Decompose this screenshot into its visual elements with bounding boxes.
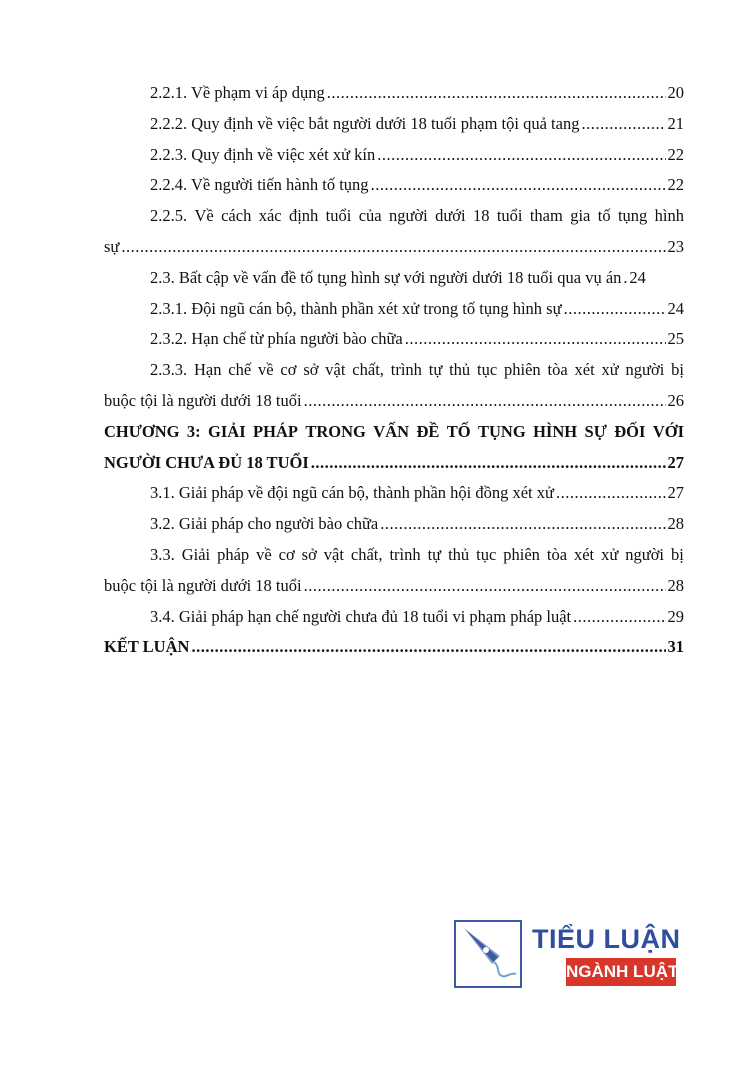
word: 3: <box>186 421 201 441</box>
word: chất, <box>350 544 383 564</box>
toc-leader <box>121 232 665 263</box>
word: sở <box>303 360 319 380</box>
word: chất, <box>352 360 384 380</box>
word: hình <box>654 206 684 226</box>
word: bị <box>670 544 684 564</box>
word: TRONG <box>305 421 366 441</box>
word: về <box>256 544 272 564</box>
toc-page-number: 22 <box>667 144 684 164</box>
toc-entry-label: 2.2.4. Về người tiến hành tố tụng <box>150 175 369 195</box>
toc-entry-continuation <box>104 232 684 263</box>
toc-entry-label: buộc tội là người dưới 18 tuổi <box>104 575 302 595</box>
word: gia <box>570 206 591 226</box>
toc-entry[interactable] <box>104 140 684 171</box>
toc-leader <box>573 602 665 633</box>
toc-entry[interactable] <box>104 540 684 602</box>
word: HÌNH <box>533 421 578 441</box>
toc-page-number: 27 <box>667 452 684 472</box>
toc-leader <box>304 386 666 417</box>
toc-entry-first-line <box>104 417 684 448</box>
word: tuổi <box>325 206 352 226</box>
word: tự <box>428 360 443 380</box>
word: người <box>625 544 665 564</box>
word: Giải <box>181 544 211 564</box>
toc-entry-continuation <box>104 571 684 602</box>
word: định <box>288 206 319 226</box>
word: VỚI <box>652 421 684 441</box>
word: trình <box>390 360 422 380</box>
toc-page-number: 24 <box>629 267 646 287</box>
toc-page-number: 23 <box>667 236 684 256</box>
toc-entry[interactable] <box>104 509 684 540</box>
toc-page-number: 21 <box>667 113 684 133</box>
word: tục <box>476 544 497 564</box>
word: phiên <box>504 360 541 380</box>
toc-leader <box>371 170 666 201</box>
toc-entry-first-line <box>104 540 684 571</box>
toc-entry-label: 2.3. Bất cập về vấn đề tố tụng hình sự với người dưới 18 tuổi qua vụ án <box>150 267 622 287</box>
toc-entry-label: 2.2.1. Về phạm vi áp dụng <box>150 83 325 102</box>
word: TỤNG <box>478 421 526 441</box>
word: tự <box>427 544 442 564</box>
toc-entry[interactable] <box>104 324 684 355</box>
word: tụng <box>617 206 648 226</box>
toc-leader <box>405 324 666 355</box>
toc-entry-label: KẾT LUẬN <box>104 637 190 657</box>
word: tham <box>529 206 563 226</box>
toc-leader <box>377 140 665 171</box>
word: vật <box>323 544 344 564</box>
word: Hạn <box>193 360 222 380</box>
tieu-luan-logo <box>454 918 680 990</box>
word: của <box>358 206 382 226</box>
toc-entry[interactable] <box>104 201 684 263</box>
toc-page-number: 24 <box>667 298 684 318</box>
toc-leader <box>191 632 665 663</box>
word: sở <box>301 544 317 564</box>
toc-page-number: 28 <box>667 575 684 595</box>
word: người <box>625 360 665 380</box>
word: 18 <box>472 206 490 226</box>
toc-leader <box>304 571 666 602</box>
toc-page-number: 26 <box>667 390 684 410</box>
toc-entry-label: 2.2.2. Quy định về việc bắt người dưới 18 tuổi phạm tội quả tang <box>150 113 580 133</box>
word: tố <box>597 206 611 226</box>
toc-entry[interactable] <box>104 478 684 509</box>
word: người <box>388 206 428 226</box>
toc-page-number: 29 <box>667 606 684 626</box>
word: tuổi <box>496 206 523 226</box>
word: xét <box>573 544 595 564</box>
pen-nib-icon <box>454 920 522 988</box>
toc-entry[interactable] <box>104 602 684 633</box>
word: vật <box>325 360 346 380</box>
toc-entry-label: 2.3.2. Hạn chế từ phía người bào chữa <box>150 329 403 349</box>
toc-chapter-heading[interactable] <box>104 417 684 479</box>
toc-entry-label: sự <box>104 236 120 256</box>
word: Về <box>194 206 214 226</box>
toc-leader <box>556 478 666 509</box>
toc-leader <box>380 509 665 540</box>
word: cách <box>221 206 252 226</box>
word: ĐỐI <box>614 421 646 441</box>
toc-entry-label: NGƯỜI CHƯA ĐỦ 18 TUỔI <box>104 452 309 472</box>
word: pháp <box>217 544 250 564</box>
word: cơ <box>280 360 297 380</box>
word: tòa <box>547 360 568 380</box>
toc-leader <box>623 263 627 294</box>
toc-entry[interactable] <box>104 78 684 109</box>
word: thủ <box>449 360 471 380</box>
word: bị <box>671 360 684 380</box>
logo-title: TIỂU LUẬN <box>532 924 681 954</box>
word: GIẢI <box>208 421 246 441</box>
word: xử <box>601 544 619 564</box>
logo-subtitle: NGÀNH LUẬT <box>566 958 676 986</box>
word: SỰ <box>584 421 607 441</box>
word: thủ <box>448 544 470 564</box>
word: tục <box>477 360 498 380</box>
toc-entry-continuation <box>104 448 684 479</box>
toc-entry[interactable] <box>104 170 684 201</box>
word: cơ <box>278 544 295 564</box>
word: xác <box>258 206 282 226</box>
toc-page-number: 25 <box>667 329 684 349</box>
toc-leader <box>327 78 666 109</box>
word: xét <box>574 360 595 380</box>
word: TỐ <box>446 421 471 441</box>
toc-entry[interactable] <box>104 294 684 325</box>
word: xử <box>601 360 619 380</box>
toc-leader <box>311 448 666 479</box>
word: ĐỀ <box>416 421 440 441</box>
word: phiên <box>503 544 540 564</box>
toc-entry-label: 2.2.3. Quy định về việc xét xử kín <box>150 144 376 164</box>
word: CHƯƠNG <box>104 421 180 441</box>
toc-page-number: 22 <box>667 175 684 195</box>
toc-entry-label: 3.2. Giải pháp cho người bào chữa <box>150 514 379 534</box>
toc-page-number: 20 <box>667 83 684 102</box>
word: trình <box>389 544 421 564</box>
toc-leader <box>581 109 665 140</box>
toc-entry[interactable] <box>104 355 684 417</box>
toc-leader <box>564 294 666 325</box>
toc-entry-label: 3.1. Giải pháp về đội ngũ cán bộ, thành phần hội đồng xét xử <box>150 483 554 503</box>
toc-entry-continuation <box>104 386 684 417</box>
toc-entry-label: buộc tội là người dưới 18 tuổi <box>104 390 302 410</box>
word: 3.3. <box>150 544 175 564</box>
toc-page-number: 31 <box>667 637 684 657</box>
word: về <box>258 360 274 380</box>
toc-entry-first-line <box>104 201 684 232</box>
word: tòa <box>546 544 568 564</box>
table-of-contents <box>104 78 684 663</box>
toc-page-number: 28 <box>667 514 684 534</box>
word: 2.3.3. <box>150 360 188 380</box>
toc-entry[interactable] <box>104 109 684 140</box>
toc-conclusion[interactable] <box>104 632 684 663</box>
word: PHÁP <box>253 421 298 441</box>
toc-entry-label: 2.3.1. Đội ngũ cán bộ, thành phần xét xử trong tố tụng hình sự <box>150 298 562 318</box>
word: dưới <box>435 206 466 226</box>
word: 2.2.5. <box>150 206 188 226</box>
toc-entry-label: 3.4. Giải pháp hạn chế người chưa đủ 18 tuổi vi phạm pháp luật <box>150 606 572 626</box>
toc-entry-first-line <box>104 355 684 386</box>
toc-entry[interactable] <box>104 263 684 294</box>
word: chế <box>228 360 252 380</box>
word: VẤN <box>373 421 410 441</box>
toc-page-number: 27 <box>667 483 684 503</box>
